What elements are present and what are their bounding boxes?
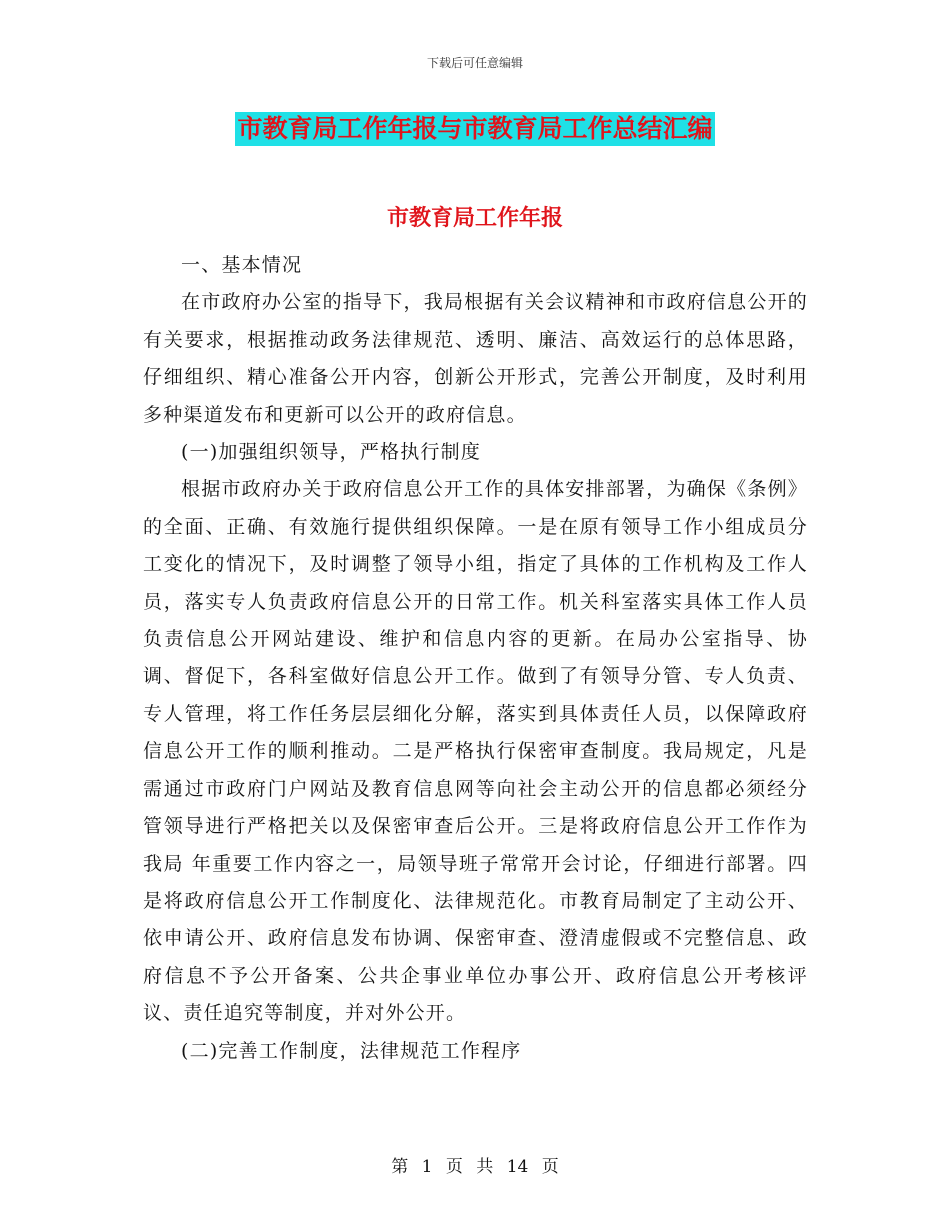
main-title-container (0, 112, 950, 146)
paragraph-intro: 在市政府办公室的指导下，我局根据有关会议精神和市政府信息公开的有关要求，根据推动政务法律规范、透明、廉洁、高效运行的总体思路，仔细组织、精心准备公开内容，创新公开形式，完善公开制度，及时利用多种渠道发布和更新可以公开的政府信息。 (143, 291, 808, 426)
sub-title: 市教育局工作年报 (386, 205, 563, 231)
page-number-footer: 第 1 页 共 14 页 (391, 1157, 559, 1177)
main-title: 市教育局工作年报与市教育局工作总结汇编 (235, 112, 714, 146)
paragraph-organization: 根据市政府办关于政府信息公开工作的具体安排部署，为确保《条例》的全面、正确、有效施行提供组织保障。一是在原有领导工作小组成员分工变化的情况下，及时调整了领导小组，指定了具体的工作机构及工作人员，落实专人负责政府信息公开的日常工作。机关科室落实具体工作人员负责信息公开网站建设、维护和信息内容的更新。在局办公室指导、协调、督促下，各科室做好信息公开工作。做到了有领导分管、专人负责、专人管理，将工作任务层层细化分解，落实到具体责任人员，以保障政府信息公开工作的顺利推动。二是严格执行保密审查制度。我局规定，凡是需通过市政府门户网站及教育信息网等向社会主动公开的信息都必须经分管领导进行严格把关以及保密审查后公开。三是将政府信息公开工作作为我局 年重要工作内容之一，局领导班子常常开会讨论，仔细进行部署。四是将政府信息公开工作制度化、法律规范化。市教育局制定了主动公开、依申请公开、政府信息发布协调、保密审查、澄清虚假或不完整信息、政府信息不予公开备案、公共企事业单位办事公开、政府信息公开考核评议、责任追究等制度，并对外公开。 (143, 478, 808, 1025)
section-heading-basic: 一、基本情况 (181, 254, 303, 276)
document-body (143, 247, 808, 1070)
header-note: 下载后可任意编辑 (426, 56, 523, 70)
section-heading-2: (二)完善工作制度，法律规范工作程序 (181, 1039, 522, 1062)
section-heading-1: (一)加强组织领导，严格执行制度 (181, 441, 482, 464)
